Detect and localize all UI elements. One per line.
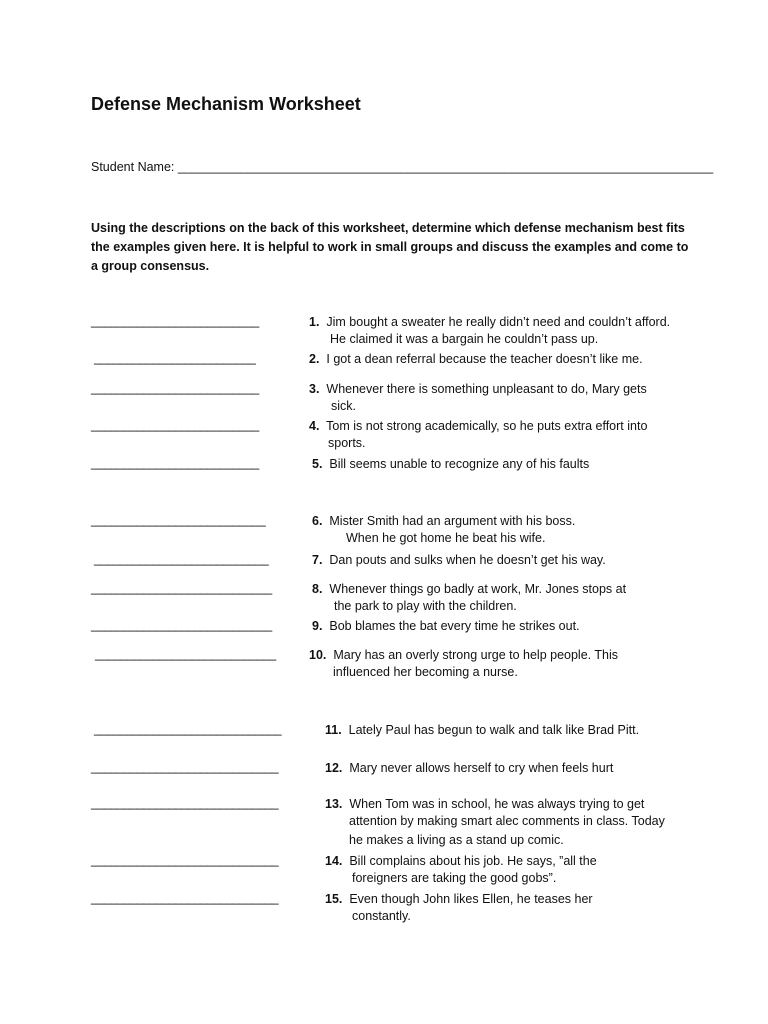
answer-blank-15[interactable]: _____________________________ xyxy=(91,891,279,905)
item-text: Mary has an overly strong urge to help people. This xyxy=(333,648,618,662)
item-number: 4. xyxy=(309,419,320,433)
item-number: 6. xyxy=(312,514,323,528)
item-number: 8. xyxy=(312,582,323,596)
item-text-cont: the park to play with the children. xyxy=(334,599,517,613)
item-text-cont: attention by making smart alec comments in class. Today xyxy=(349,814,665,828)
list-item xyxy=(309,350,643,369)
list-item xyxy=(325,721,639,740)
item-text-cont: He claimed it was a bargain he couldn’t pass up. xyxy=(330,332,599,346)
list-item xyxy=(325,759,613,778)
item-text: Bob blames the bat every time he strikes out. xyxy=(329,619,580,633)
item-text-cont: When he got home he beat his wife. xyxy=(346,531,546,545)
item-number: 14. xyxy=(325,854,343,868)
answer-blank-10[interactable]: ____________________________ xyxy=(95,647,276,661)
answer-blank-5[interactable]: __________________________ xyxy=(91,456,259,470)
item-text-cont: constantly. xyxy=(352,909,411,923)
item-text: Tom is not strong academically, so he puts extra effort into xyxy=(326,419,648,433)
item-text: Bill seems unable to recognize any of his faults xyxy=(329,457,590,471)
answer-blank-6[interactable]: ___________________________ xyxy=(91,513,266,527)
answer-blank-8[interactable]: ____________________________ xyxy=(91,581,272,595)
list-item xyxy=(309,313,670,332)
list-item xyxy=(312,455,589,474)
item-text-cont: sick. xyxy=(331,399,356,413)
student-name-field[interactable]: _____________________________________________________________________________ xyxy=(177,160,714,174)
answer-blank-14[interactable]: _____________________________ xyxy=(91,853,279,867)
item-text-cont: he makes a living as a stand up comic. xyxy=(349,833,564,847)
item-text: Jim bought a sweater he really didn’t need and couldn’t afford. xyxy=(326,315,671,329)
answer-blank-9[interactable]: ____________________________ xyxy=(91,618,272,632)
student-name-row xyxy=(91,160,713,174)
item-number: 5. xyxy=(312,457,323,471)
item-number: 2. xyxy=(309,352,320,366)
list-item xyxy=(312,551,606,570)
item-text: Bill complains about his job. He says, ”all the xyxy=(349,854,597,868)
item-number: 11. xyxy=(325,723,342,737)
item-text: Lately Paul has begun to walk and talk like Brad Pitt. xyxy=(348,723,640,737)
answer-blank-7[interactable]: ___________________________ xyxy=(94,552,269,566)
item-number: 7. xyxy=(312,553,323,567)
list-item xyxy=(312,617,580,636)
item-text: I got a dean referral because the teacher doesn’t like me. xyxy=(326,352,643,366)
list-item xyxy=(309,380,647,399)
list-item xyxy=(312,512,575,531)
item-text-cont: influenced her becoming a nurse. xyxy=(333,665,518,679)
item-text: Mister Smith had an argument with his boss. xyxy=(329,514,576,528)
item-text: When Tom was in school, he was always trying to get xyxy=(349,797,645,811)
item-number: 13. xyxy=(325,797,343,811)
list-item xyxy=(309,646,618,665)
answer-blank-12[interactable]: _____________________________ xyxy=(91,760,279,774)
item-text: Whenever things go badly at work, Mr. Jones stops at xyxy=(329,582,627,596)
list-item xyxy=(325,795,644,814)
item-number: 1. xyxy=(309,315,320,329)
answer-blank-1[interactable]: __________________________ xyxy=(91,314,259,328)
item-text: Mary never allows herself to cry when feels hurt xyxy=(349,761,614,775)
student-name-label: Student Name: xyxy=(91,160,175,174)
answer-blank-2[interactable]: _________________________ xyxy=(94,351,256,365)
page-title: Defense Mechanism Worksheet xyxy=(91,94,361,114)
list-item xyxy=(312,580,626,599)
item-number: 12. xyxy=(325,761,343,775)
answer-blank-11[interactable]: _____________________________ xyxy=(94,722,282,736)
list-item xyxy=(325,852,597,871)
item-text-cont: sports. xyxy=(328,436,366,450)
item-text-cont: foreigners are taking the good gobs”. xyxy=(352,871,557,885)
answer-blank-4[interactable]: __________________________ xyxy=(91,418,259,432)
item-text: Even though John likes Ellen, he teases her xyxy=(349,892,593,906)
item-text: Whenever there is something unpleasant to do, Mary gets xyxy=(326,382,647,396)
item-number: 9. xyxy=(312,619,323,633)
list-item xyxy=(325,890,593,909)
instructions: Using the descriptions on the back of this worksheet, determine which defense mechanism best fits the examples given here. It is helpful to work in small groups and discuss the examples and come to a group consensus. xyxy=(91,221,689,273)
item-number: 3. xyxy=(309,382,320,396)
list-item xyxy=(309,417,647,436)
item-text: Dan pouts and sulks when he doesn’t get his way. xyxy=(329,553,606,567)
item-number: 15. xyxy=(325,892,343,906)
item-number: 10. xyxy=(309,648,327,662)
answer-blank-13[interactable]: _____________________________ xyxy=(91,796,279,810)
answer-blank-3[interactable]: __________________________ xyxy=(91,381,259,395)
